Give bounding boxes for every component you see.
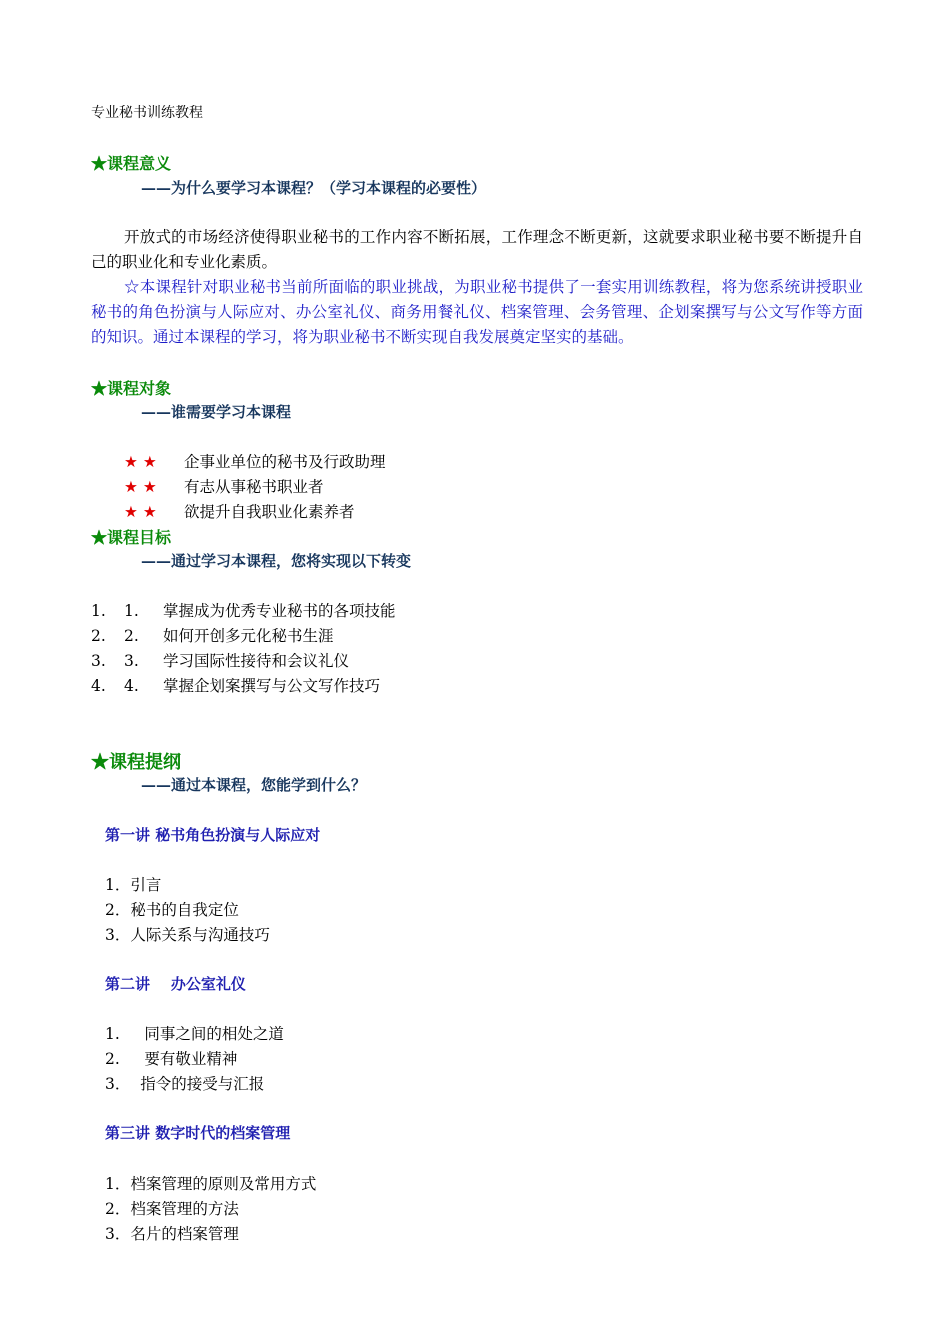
section-heading-audience: ★课程对象 [91, 379, 172, 398]
lecture-title-2: 第二讲 办公室礼仪 [105, 975, 246, 993]
star-bullet-icon: ★ ★ [124, 453, 157, 471]
section-heading-significance: ★课程意义 [91, 154, 172, 173]
list-item: 4. 4. 掌握企划案撰写与公文写作技巧 [91, 677, 381, 695]
paragraph-course-description: ☆本课程针对职业秘书当前所面临的职业挑战，为职业秘书提供了一套实用训练教程，将为您系统讲授职业秘书的角色扮演与人际应对、办公室礼仪、商务用餐礼仪、档案管理、会务管理、企划案撰写与公文写作等方面的知识。通过本课程的学习，将为职业秘书不断实现自我发展奠定坚实的基础。 [91, 278, 863, 346]
document-title: 专业秘书训练教程 [91, 105, 203, 121]
section-heading-outline: ★课程提纲 [91, 752, 181, 773]
list-item: 2．秘书的自我定位 [105, 901, 239, 919]
list-item: 1. 1. 掌握成为优秀专业秘书的各项技能 [91, 602, 396, 620]
star-bullet-icon: ★ ★ [124, 478, 157, 496]
list-item: 3． 指令的接受与汇报 [105, 1075, 265, 1093]
list-item: 1. 同事之间的相处之道 [105, 1025, 284, 1043]
section-subheading-audience: ——谁需要学习本课程 [141, 403, 292, 421]
section-subheading-significance: ——为什么要学习本课程？（学习本课程的必要性） [141, 179, 487, 197]
lecture-title-1: 第一讲 秘书角色扮演与人际应对 [105, 826, 321, 844]
section-subheading-outline: ——通过本课程，您能学到什么？ [141, 776, 367, 794]
star-bullet-icon: ★ ★ [124, 503, 157, 521]
list-item: 3．人际关系与沟通技巧 [105, 926, 270, 944]
list-item: 3. 3. 学习国际性接待和会议礼仪 [91, 652, 350, 670]
lecture-title-3: 第三讲 数字时代的档案管理 [105, 1124, 291, 1142]
list-item: ★ ★ 有志从事秘书职业者 [124, 478, 324, 496]
list-item: 1．档案管理的原则及常用方式 [105, 1175, 317, 1193]
list-item: 2. 要有敬业精神 [105, 1050, 238, 1068]
list-item: 2. 2. 如何开创多元化秘书生涯 [91, 627, 334, 645]
section-subheading-goals: ——通过学习本课程，您将实现以下转变 [141, 552, 412, 570]
list-item: 2．档案管理的方法 [105, 1200, 239, 1218]
list-item: 3．名片的档案管理 [105, 1225, 239, 1243]
list-item: 1．引言 [105, 876, 162, 894]
paragraph-intro: 开放式的市场经济使得职业秘书的工作内容不断拓展，工作理念不断更新，这就要求职业秘书要不断提升自己的职业化和专业化素质。 [91, 228, 863, 271]
list-item: ★ ★ 企事业单位的秘书及行政助理 [124, 453, 386, 471]
section-heading-goals: ★课程目标 [91, 528, 172, 547]
list-item: ★ ★ 欲提升自我职业化素养者 [124, 503, 355, 521]
